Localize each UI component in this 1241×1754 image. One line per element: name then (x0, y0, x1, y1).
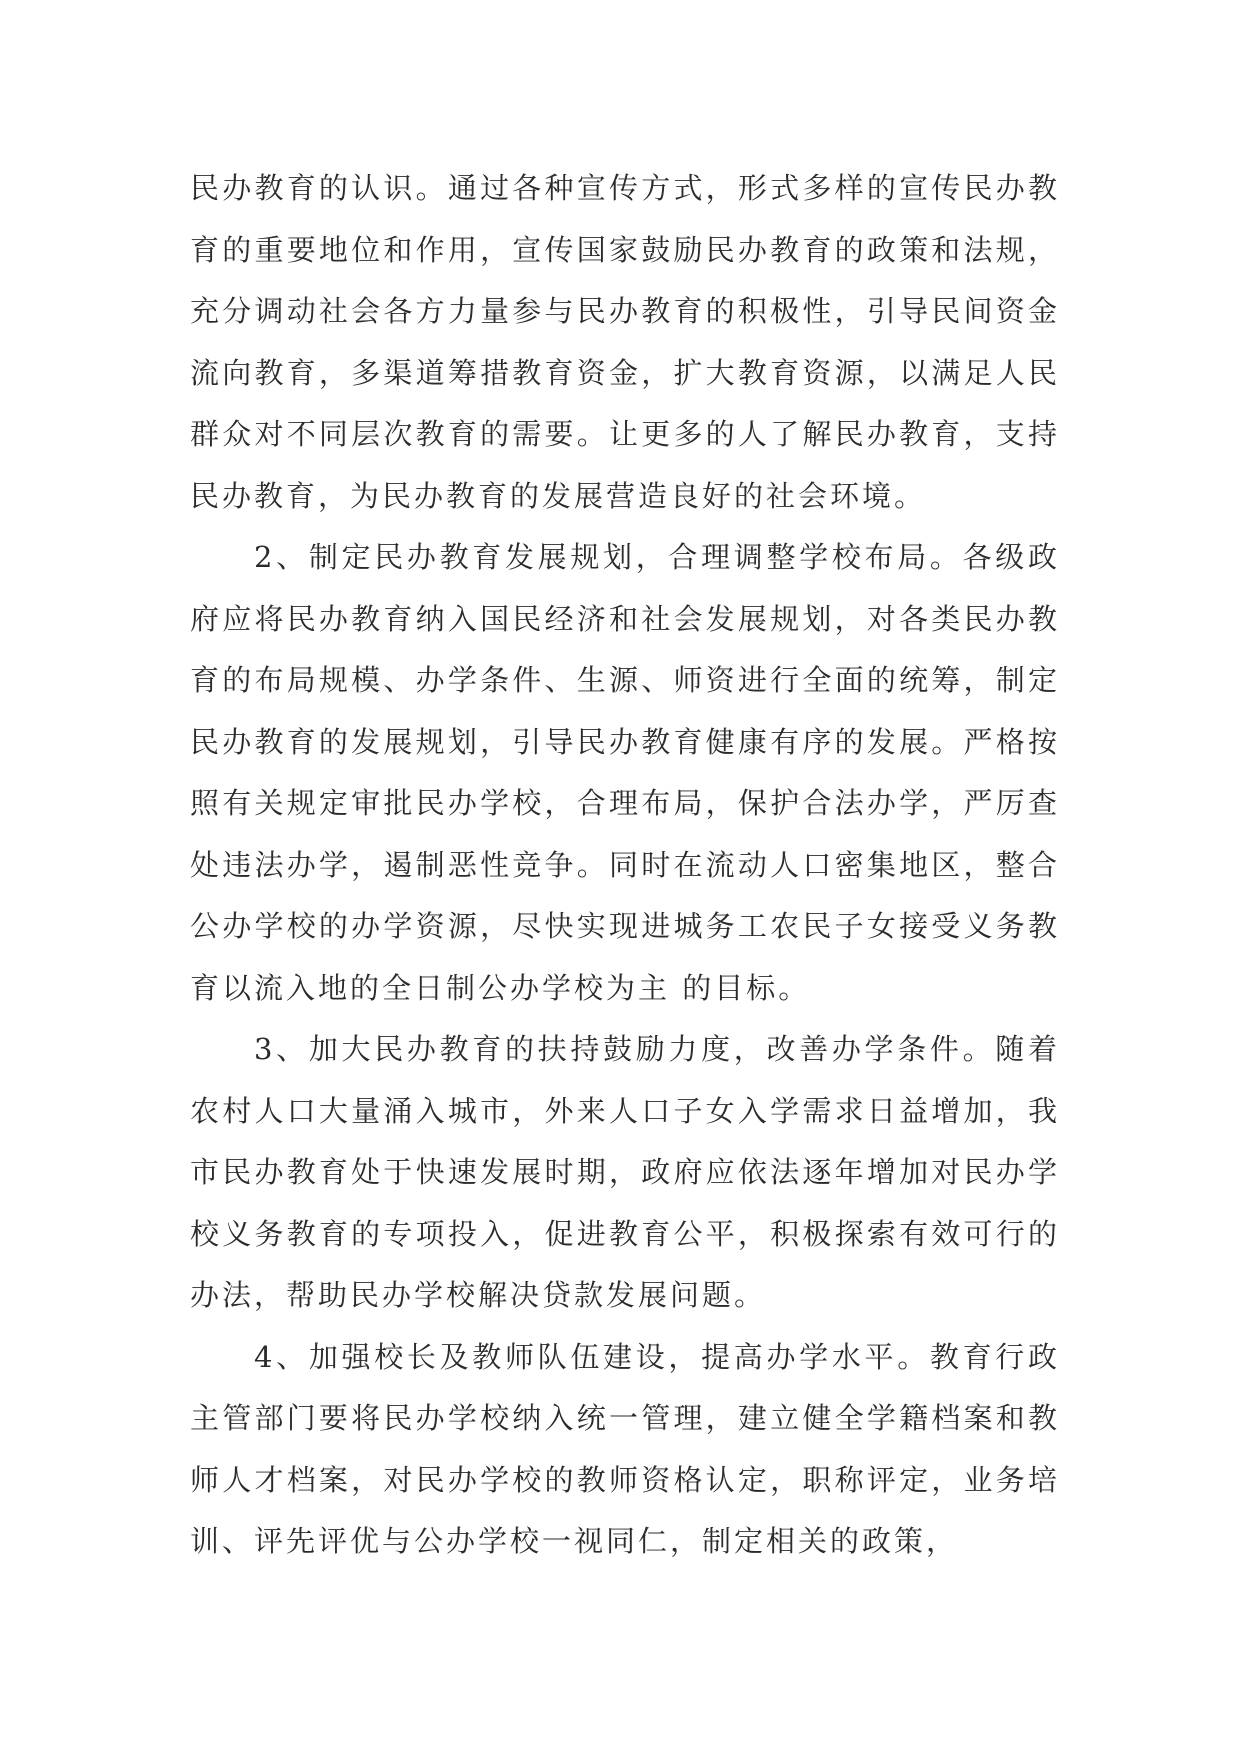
document-body (190, 158, 1060, 1573)
paragraph-continued: 民办教育的认识。通过各种宣传方式，形式多样的宣传民办教育的重要地位和作用，宣传国家鼓励民办教育的政策和法规，充分调动社会各方力量参与民办教育的积极性，引导民间资金流向教育，多渠道筹措教育资金，扩大教育资源，以满足人民群众对不同层次教育的需要。让更多的人了解民办教育，支持民办教育，为民办教育的发展营造良好的社会环境。 (190, 171, 1060, 513)
paragraph-item-3: 3、加大民办教育的扶持鼓励力度，改善办学条件。随着农村人口大量涌入城市，外来人口子女入学需求日益增加，我市民办教育处于快速发展时期，政府应依法逐年增加对民办学校义务教育的专项投入，促进教育公平，积极探索有效可行的办法，帮助民办学校解决贷款发展问题。 (190, 1032, 1060, 1312)
paragraph-item-2: 2、制定民办教育发展规划，合理调整学校布局。各级政府应将民办教育纳入国民经济和社会发展规划，对各类民办教育的布局规模、办学条件、生源、师资进行全面的统筹，制定民办教育的发展规划，引导民办教育健康有序的发展。严格按照有关规定审批民办学校，合理布局，保护合法办学，严厉查处违法办学，遏制恶性竞争。同时在流动人口密集地区，整合公办学校的办学资源，尽快实现进城务工农民子女接受义务教育以流入地的全日制公办学校为主 的目标。 (190, 540, 1060, 1005)
paragraph-item-4: 4、加强校长及教师队伍建设，提高办学水平。教育行政主管部门要将民办学校纳入统一管理，建立健全学籍档案和教师人才档案，对民办学校的教师资格认定，职称评定，业务培训、评先评优与公办学校一视同仁，制定相关的政策， (190, 1339, 1060, 1558)
